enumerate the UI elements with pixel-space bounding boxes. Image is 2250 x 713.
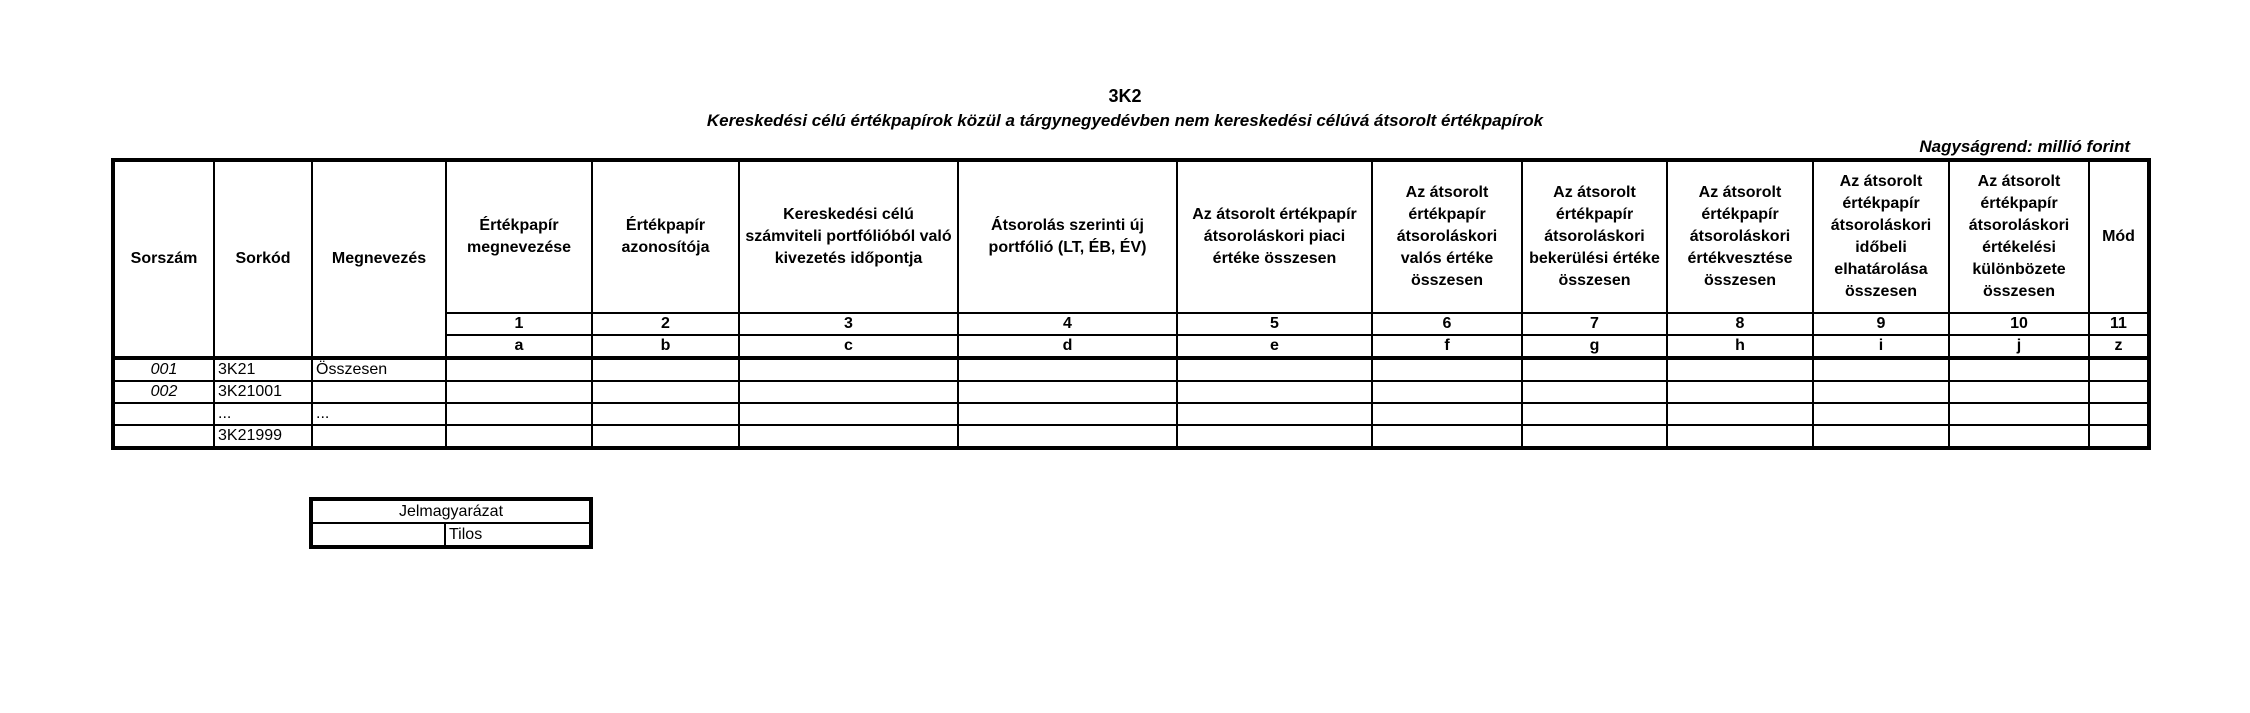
column-number: 9 bbox=[1813, 313, 1949, 335]
data-cell[interactable] bbox=[2089, 403, 2149, 425]
data-cell[interactable] bbox=[2089, 381, 2149, 403]
data-cell[interactable] bbox=[739, 381, 958, 403]
data-cell[interactable] bbox=[446, 358, 592, 381]
column-number: 10 bbox=[1949, 313, 2089, 335]
column-header: Az átsorolt értékpapír átsoroláskori értékvesztése összesen bbox=[1667, 160, 1813, 313]
column-header: Átsorolás szerinti új portfólió (LT, ÉB, ÉV) bbox=[958, 160, 1177, 313]
column-header: Az átsorolt értékpapír átsoroláskori piaci értéke összesen bbox=[1177, 160, 1372, 313]
column-header: Az átsorolt értékpapír átsoroláskori értékelési különbözete összesen bbox=[1949, 160, 2089, 313]
column-letter: c bbox=[739, 335, 958, 358]
data-cell[interactable] bbox=[739, 358, 958, 381]
data-cell[interactable] bbox=[1372, 425, 1522, 448]
column-number: 4 bbox=[958, 313, 1177, 335]
data-cell[interactable] bbox=[1667, 425, 1813, 448]
data-cell[interactable] bbox=[958, 403, 1177, 425]
data-cell[interactable] bbox=[1667, 381, 1813, 403]
data-cell[interactable] bbox=[1177, 358, 1372, 381]
header-sorszam: Sorszám bbox=[113, 160, 214, 358]
column-number: 7 bbox=[1522, 313, 1667, 335]
data-cell[interactable] bbox=[1949, 381, 2089, 403]
column-number: 11 bbox=[2089, 313, 2149, 335]
column-letter: z bbox=[2089, 335, 2149, 358]
column-letter: e bbox=[1177, 335, 1372, 358]
data-cell[interactable] bbox=[1667, 403, 1813, 425]
row-sorkod: 3K21001 bbox=[214, 381, 312, 403]
data-cell[interactable] bbox=[739, 425, 958, 448]
column-number: 8 bbox=[1667, 313, 1813, 335]
column-header: Az átsorolt értékpapír átsoroláskori bekerülési értéke összesen bbox=[1522, 160, 1667, 313]
column-number: 2 bbox=[592, 313, 739, 335]
row-sorszam bbox=[113, 403, 214, 425]
data-cell[interactable] bbox=[1813, 403, 1949, 425]
legend-swatch bbox=[311, 523, 445, 547]
data-cell[interactable] bbox=[958, 425, 1177, 448]
column-header: Az átsorolt értékpapír átsoroláskori időbeli elhatárolása összesen bbox=[1813, 160, 1949, 313]
unit-label: Nagyságrend: millió forint bbox=[1919, 137, 2130, 156]
table-row bbox=[113, 403, 2149, 425]
data-cell[interactable] bbox=[1949, 403, 2089, 425]
data-cell[interactable] bbox=[1813, 381, 1949, 403]
legend-table bbox=[309, 497, 593, 549]
legend-title: Jelmagyarázat bbox=[311, 499, 591, 523]
row-sorkod: ... bbox=[214, 403, 312, 425]
column-header: Értékpapír megnevezése bbox=[446, 160, 592, 313]
data-cell[interactable] bbox=[739, 403, 958, 425]
column-header: Az átsorolt értékpapír átsoroláskori valós értéke összesen bbox=[1372, 160, 1522, 313]
column-header: Értékpapír azonosítója bbox=[592, 160, 739, 313]
column-letter: j bbox=[1949, 335, 2089, 358]
column-letter: b bbox=[592, 335, 739, 358]
data-cell[interactable] bbox=[1667, 358, 1813, 381]
data-cell[interactable] bbox=[1813, 358, 1949, 381]
data-cell[interactable] bbox=[592, 358, 739, 381]
column-letter: h bbox=[1667, 335, 1813, 358]
header-sorkod: Sorkód bbox=[214, 160, 312, 358]
column-number: 3 bbox=[739, 313, 958, 335]
row-megnevezes bbox=[312, 425, 446, 448]
data-cell[interactable] bbox=[1949, 425, 2089, 448]
data-cell[interactable] bbox=[446, 381, 592, 403]
row-megnevezes bbox=[312, 381, 446, 403]
table-row bbox=[113, 358, 2149, 381]
data-cell[interactable] bbox=[446, 425, 592, 448]
data-cell[interactable] bbox=[1949, 358, 2089, 381]
column-header: Mód bbox=[2089, 160, 2149, 313]
row-sorszam: 002 bbox=[113, 381, 214, 403]
row-megnevezes: Összesen bbox=[312, 358, 446, 381]
row-sorszam: 001 bbox=[113, 358, 214, 381]
column-number: 6 bbox=[1372, 313, 1522, 335]
data-cell[interactable] bbox=[446, 403, 592, 425]
legend-item-label: Tilos bbox=[445, 523, 591, 547]
data-cell[interactable] bbox=[1522, 425, 1667, 448]
data-cell[interactable] bbox=[2089, 358, 2149, 381]
data-cell[interactable] bbox=[592, 425, 739, 448]
data-cell[interactable] bbox=[958, 381, 1177, 403]
column-letter: a bbox=[446, 335, 592, 358]
data-cell[interactable] bbox=[1177, 381, 1372, 403]
data-cell[interactable] bbox=[1522, 381, 1667, 403]
column-letter: d bbox=[958, 335, 1177, 358]
header-megnevezes: Megnevezés bbox=[312, 160, 446, 358]
page-title: 3K2 bbox=[1108, 86, 1142, 106]
row-megnevezes: ... bbox=[312, 403, 446, 425]
row-sorkod: 3K21999 bbox=[214, 425, 312, 448]
data-cell[interactable] bbox=[1522, 403, 1667, 425]
data-cell[interactable] bbox=[592, 381, 739, 403]
data-cell[interactable] bbox=[1813, 425, 1949, 448]
data-cell[interactable] bbox=[1372, 403, 1522, 425]
table-row bbox=[113, 381, 2149, 403]
data-cell[interactable] bbox=[1372, 358, 1522, 381]
data-cell[interactable] bbox=[1177, 403, 1372, 425]
column-number: 5 bbox=[1177, 313, 1372, 335]
data-cell[interactable] bbox=[2089, 425, 2149, 448]
column-letter: g bbox=[1522, 335, 1667, 358]
data-cell[interactable] bbox=[958, 358, 1177, 381]
column-header: Kereskedési célú számviteli portfólióból való kivezetés időpontja bbox=[739, 160, 958, 313]
data-table bbox=[111, 158, 2151, 450]
column-letter: i bbox=[1813, 335, 1949, 358]
data-cell[interactable] bbox=[1522, 358, 1667, 381]
row-sorszam bbox=[113, 425, 214, 448]
page-subtitle: Kereskedési célú értékpapírok közül a tárgynegyedévben nem kereskedési célúvá átsorolt értékpapírok bbox=[706, 111, 1544, 130]
data-cell[interactable] bbox=[592, 403, 739, 425]
column-number: 1 bbox=[446, 313, 592, 335]
data-cell[interactable] bbox=[1372, 381, 1522, 403]
data-cell[interactable] bbox=[1177, 425, 1372, 448]
table-row bbox=[113, 425, 2149, 448]
row-sorkod: 3K21 bbox=[214, 358, 312, 381]
column-letter: f bbox=[1372, 335, 1522, 358]
